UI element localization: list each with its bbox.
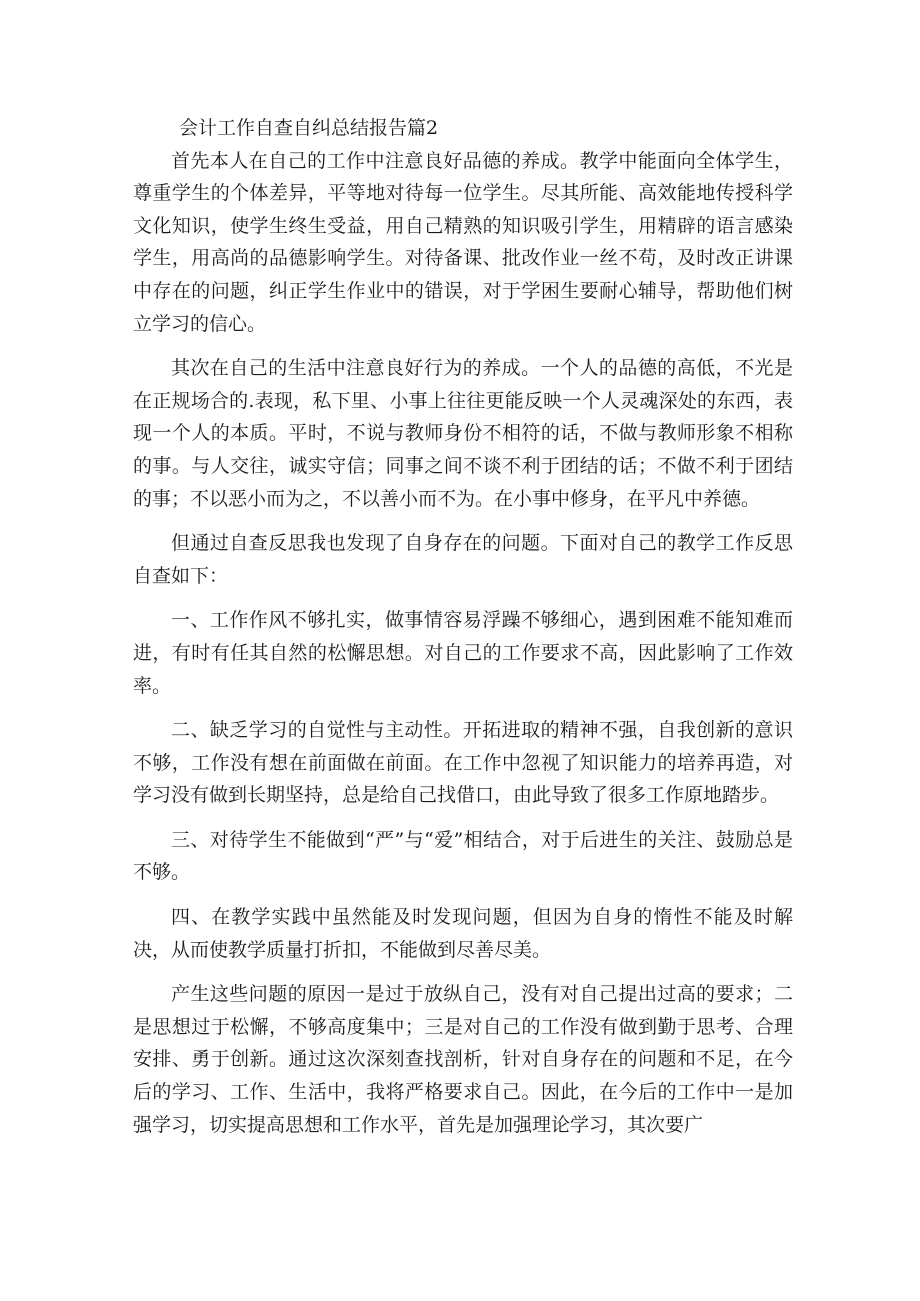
paragraph-2: 其次在自己的生活中注意良好行为的养成。一个人的品德的高低，不光是在正规场合的.表现，私下里、小事上往往更能反映一个人灵魂深处的东西，表现一个人的本质。平时，不说与教师身份不相符的话，不做与教师形象不相称的事。与人交往，诚实守信；同事之间不谈不利于团结的话；不做不利于团结的事；不以恶小而为之，不以善小而不为。在小事中修身，在平凡中养德。 bbox=[133, 357, 793, 510]
paragraph-3: 但通过自查反思我也发现了自身存在的问题。下面对自己的教学工作反思自查如下： bbox=[133, 532, 793, 587]
paragraph-4: 一、工作作风不够扎实，做事情容易浮躁不够细心，遇到困难不能知难而进，有时有任其自然的松懈思想。对自己的工作要求不高，因此影响了工作效率。 bbox=[133, 609, 793, 697]
paragraph-1: 首先本人在自己的工作中注意良好品德的养成。教学中能面向全体学生，尊重学生的个体差异，平等地对待每一位学生。尽其所能、高效能地传授科学文化知识，使学生终生受益，用自己精熟的知识吸引学生，用精辟的语言感染学生，用高尚的品德影响学生。对待备课、批改作业一丝不苟，及时改正讲课中存在的问题，纠正学生作业中的错误，对于学困生要耐心辅导，帮助他们树立学习的信心。 bbox=[133, 149, 793, 335]
paragraph-5: 二、缺乏学习的自觉性与主动性。开拓进取的精神不强，自我创新的意识不够，工作没有想在前面做在前面。在工作中忽视了知识能力的培养再造，对学习没有做到长期坚持，总是给自己找借口，由此导致了很多工作原地踏步。 bbox=[133, 719, 793, 807]
paragraph-6: 三、对待学生不能做到“严”与“爱”相结合，对于后进生的关注、鼓励总是不够。 bbox=[133, 828, 793, 884]
document-title: 会计工作自查自纠总结报告篇2 bbox=[179, 117, 439, 139]
paragraph-7: 四、在教学实践中虽然能及时发现问题，但因为自身的惰性不能及时解决，从而使教学质量打折扣，不能做到尽善尽美。 bbox=[133, 906, 793, 961]
paragraph-8: 产生这些问题的原因一是过于放纵自己，没有对自己提出过高的要求；二是思想过于松懈，不够高度集中；三是对自己的工作没有做到勤于思考、合理安排、勇于创新。通过这次深刻查找剖析，针对自身存在的问题和不足，在今后的学习、工作、生活中，我将严格要求自己。因此，在今后的工作中一是加强学习，切实提高思想和工作水平，首先是加强理论学习，其次要广 bbox=[133, 983, 793, 1136]
document-body bbox=[133, 112, 793, 1141]
